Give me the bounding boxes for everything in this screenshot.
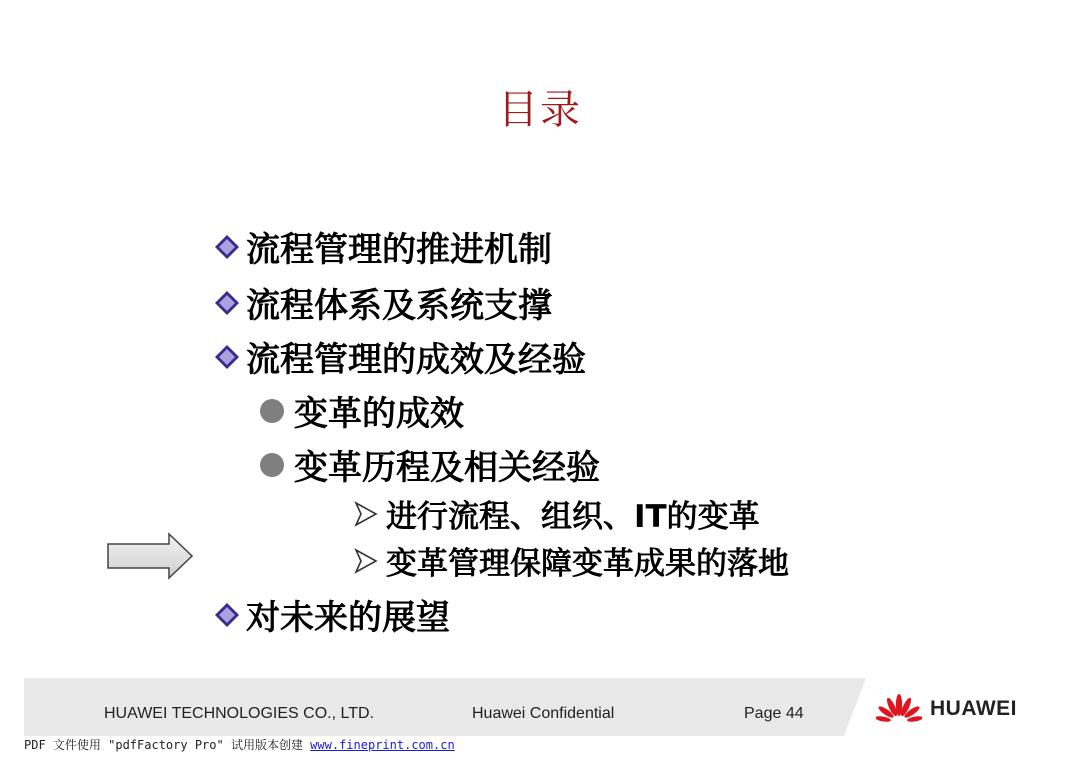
toc-subitem-2: [258, 440, 600, 489]
toc-subsubitem-2: [352, 538, 789, 583]
toc-item-label: 变革历程及相关经验: [294, 448, 600, 488]
circle-bullet-icon: [260, 399, 284, 423]
toc-subitem-1: [258, 386, 464, 435]
chevron-right-icon: [352, 499, 378, 529]
toc-item-1: [214, 222, 552, 271]
slide-footer: [24, 678, 1057, 736]
huawei-petals-icon: [876, 693, 922, 725]
toc-item-label: 变革管理保障变革成果的落地: [386, 546, 789, 582]
page-number: Page 44: [744, 705, 804, 722]
arrow-pointer-icon: [107, 532, 193, 580]
toc-item-3: [214, 332, 586, 381]
toc-subsubitem-1: [352, 491, 760, 536]
toc-item-label: 流程管理的成效及经验: [246, 340, 586, 380]
diamond-bullet-icon: [214, 230, 240, 264]
toc-item-label: 对未来的展望: [246, 598, 450, 638]
toc-item-label: 变革的成效: [294, 394, 464, 434]
confidential-label: Huawei Confidential: [472, 705, 615, 722]
chevron-right-icon: [352, 546, 378, 576]
diamond-bullet-icon: [214, 598, 240, 632]
huawei-logo: [876, 692, 1076, 726]
toc-item-label: 流程体系及系统支撑: [246, 286, 552, 326]
toc-item-label: 流程管理的推进机制: [246, 230, 552, 270]
watermark-link[interactable]: www.fineprint.com.cn: [310, 738, 455, 752]
diamond-bullet-icon: [214, 340, 240, 374]
toc-item-2: [214, 278, 552, 327]
toc-item-4: [214, 590, 450, 639]
company-name: HUAWEI TECHNOLOGIES CO., LTD.: [104, 705, 374, 722]
diamond-bullet-icon: [214, 286, 240, 320]
slide-title: 目录: [498, 87, 582, 133]
watermark-text: PDF 文件使用 "pdfFactory Pro" 试用版本创建: [24, 738, 311, 752]
circle-bullet-icon: [260, 453, 284, 477]
pdf-watermark: [24, 736, 455, 753]
toc-item-label: 进行流程、组织、IT的变革: [386, 499, 760, 535]
logo-text: HUAWEI: [930, 697, 1017, 720]
